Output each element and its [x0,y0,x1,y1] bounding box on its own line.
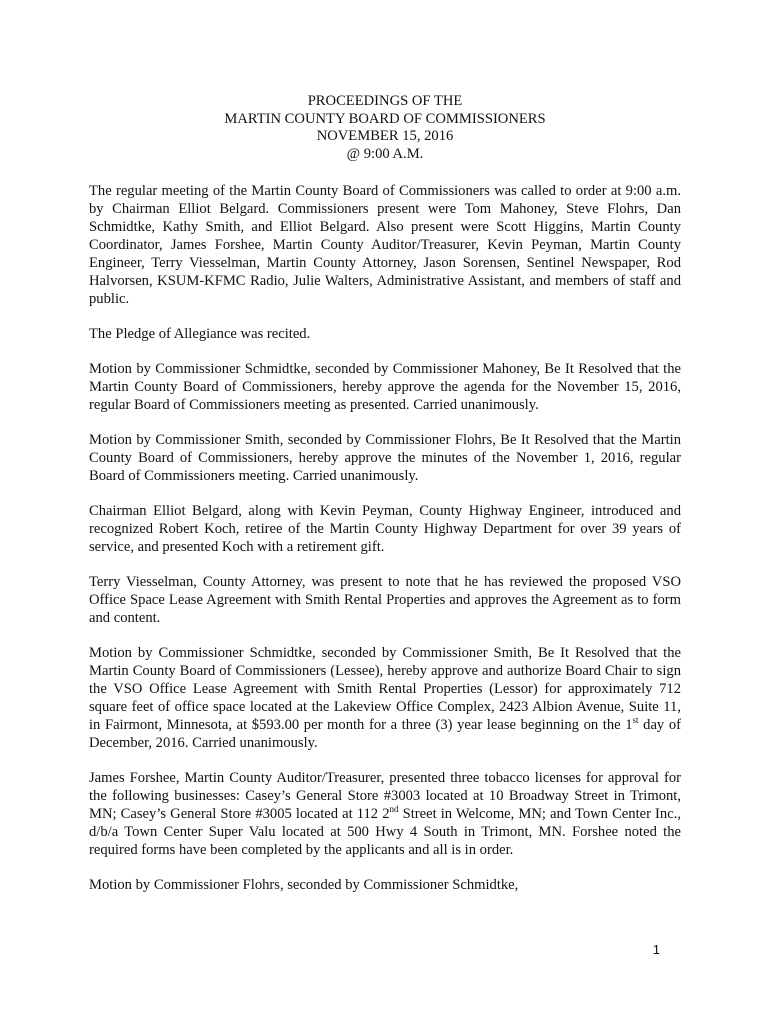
paragraph-call-to-order: The regular meeting of the Martin County Board of Commissioners was called to order at 9:00 a.m. by Chairman Elliot Belgard. Commissioners present were Tom Mahoney, Steve Flohrs, Dan Schmidtke, Kathy Smith, and Elliot Belgard. Also present were Scott Higgins, Martin County Coordinator, James Forshee, Martin County Auditor/Treasurer, Kevin Peyman, Martin County Engineer, Terry Viesselman, Martin County Attorney, Jason Sorensen, Sentinel Newspaper, Rod Halvorsen, KSUM-KFMC Radio, Julie Walters, Administrative Assistant, and members of staff and public. [89,183,681,307]
header-line-board: MARTIN COUNTY BOARD OF COMMISSIONERS [224,110,546,127]
ordinal-suffix: st [632,715,639,725]
tobacco-licenses-text: James Forshee, Martin County Auditor/Treasurer, presented three tobacco licenses for approval for the following businesses: Casey’s General Store #3003 located at 10 Broadway Street in Trimont, MN; Casey’s General Store #3005 located at 112 2 [89,770,681,822]
header-line-proceedings: PROCEEDINGS OF THE [307,93,463,109]
paragraph-partial-motion: Motion by Commissioner Flohrs, seconded by Commissioner Schmidtke, [89,877,519,893]
paragraph-retirement-recognition: Chairman Elliot Belgard, along with Kevin Peyman, County Highway Engineer, introduced and recognized Robert Koch, retiree of the Martin County Highway Department for over 39 years of service, and presented Koch with a retirement gift. [89,503,681,555]
paragraph-agenda-motion: Motion by Commissioner Schmidtke, seconded by Commissioner Mahoney, Be It Resolved that the Martin County Board of Commissioners, hereby approve the agenda for the November 15, 2016, regular Board of Commissioners meeting as presented. Carried unanimously. [89,361,681,413]
paragraph-lease-motion [89,644,681,752]
paragraph-tobacco-licenses [89,769,681,859]
header-line-date: NOVEMBER 15, 2016 [316,128,454,144]
tobacco-licenses-text-end: Street in Welcome, MN; and Town Center Inc., d/b/a Town Center Super Valu located at 500 Hwy 4 South in Trimont, MN. Forshee noted the required forms have been completed by the applicants and all is in order. [89,806,681,858]
lease-motion-text: Motion by Commissioner Schmidtke, seconded by Commissioner Smith, Be It Resolved that the Martin County Board of Commissioners (Lessee), hereby approve and authorize Board Chair to sign the VSO Office Lease Agreement with Smith Rental Properties (Lessor) for approximately 712 square feet of office space located at the Lakeview Office Complex, 2423 Albion Avenue, Suite 11, in Fairmont, Minnesota, at $593.00 per month for a three (3) year lease beginning on the 1 [89,645,681,733]
lease-motion-text-end: day of December, 2016. Carried unanimously. [89,717,682,751]
paragraph-minutes-motion: Motion by Commissioner Smith, seconded by Commissioner Flohrs, Be It Resolved that the Martin County Board of Commissioners, hereby approve the minutes of the November 1, 2016, regular Board of Commissioners meeting. Carried unanimously. [89,432,681,484]
document-body [89,182,681,911]
header-line-time: @ 9:00 A.M. [346,145,424,162]
page-number: 1 [652,942,660,957]
paragraph-lease-review: Terry Viesselman, County Attorney, was present to note that he has reviewed the proposed VSO Office Space Lease Agreement with Smith Rental Properties and approves the Agreement as to form and content. [89,574,681,626]
ordinal-suffix: nd [389,804,399,814]
paragraph-pledge: The Pledge of Allegiance was recited. [89,326,311,342]
document-header [0,93,770,163]
